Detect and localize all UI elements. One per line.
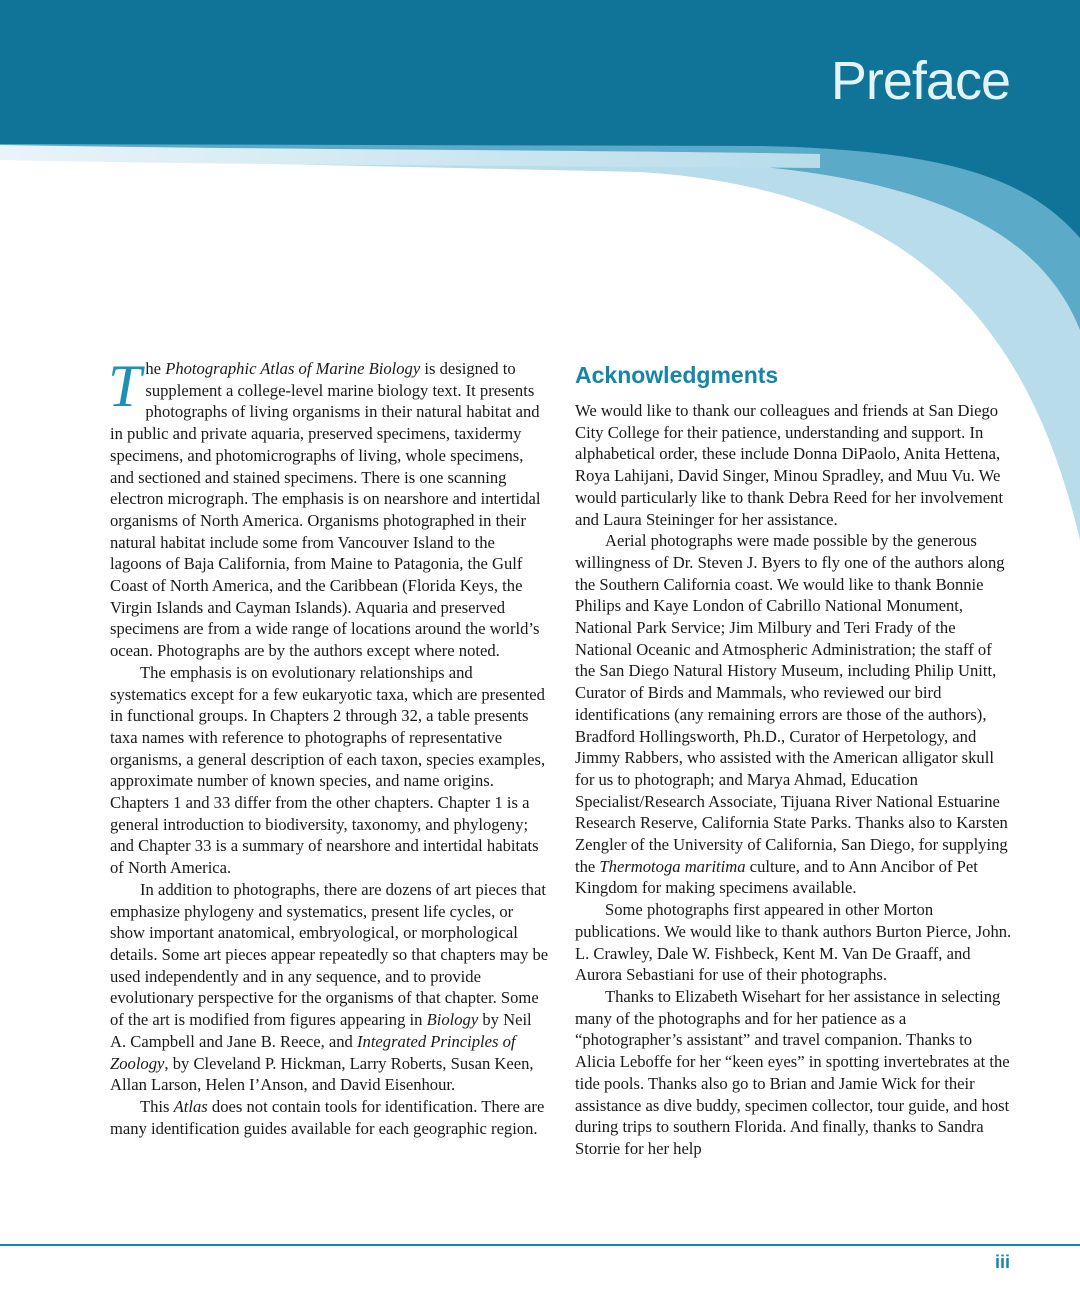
- intro-paragraph-1: The Photographic Atlas of Marine Biology is designed to supplement a college-level marine biology text. It presents photographs of living organisms in their natural habitat and in public and private aquaria, preserved specimens, taxidermy specimens, and photomicrographs of living, whole specimens, and sectioned and stained specimens. There is one scanning electron micrograph. The emphasis is on nearshore and intertidal organisms of North America. Organisms photographed in their natural habitat include some from Vancouver Island to the lagoons of Baja California, from Maine to Patagonia, the Gulf Coast of North America, and the Caribbean (Florida Keys, the Virgin Islands and Cayman Islands). Aquaria and preserved specimens are from a wide range of locations around the world’s ocean. Photographs are by the authors except where noted.: [108, 353, 541, 661]
- ack-paragraph-2: Aerial photographs were made possible by the generous willingness of Dr. Steven J. Byers to fly one of the authors along the Southern California coast. We would like to thank Bonnie Philips and Kaye London of Cabrillo National Monument, National Park Service; Jim Milbury and Teri Frady of the National Oceanic and Atmospheric Administration; the staff of the San Diego Natural History Museum, including Philip Unitt, Curator of Birds and Mammals, who reviewed our bird identifications (any remaining errors are those of the authors), Bradford Hollingsworth, Ph.D., Curator of Herpetology, and Jimmy Rabbers, who assisted with the American alligator skull for us to photograph; and Marya Ahmad, Education Specialist/Research Associate, Tijuana River National Estuarine Research Reserve, California State Parks. Thanks also to Karsten Zengler of the University of California, San Diego, for supplying the Thermotoga maritima culture, and to Ann Ancibor of Pet Kingdom for making specimens available.: [575, 531, 1008, 898]
- ack-paragraph-1: We would like to thank our colleagues and friends at San Diego City College for their patience, understanding and support. In alphabetical order, these include Donna DiPaolo, Anita Hettena, Roya Lahijani, David Singer, Minou Spradley, and Muu Vu. We would particularly like to thank Debra Reed for her involvement and Laura Steininger for her assistance.: [575, 401, 1004, 529]
- footer-rule: [0, 1244, 1080, 1246]
- intro-column: [108, 353, 550, 1139]
- drop-cap: T: [108, 353, 142, 419]
- book-title: Photographic Atlas of Marine Biology: [165, 359, 421, 378]
- acknowledgments-column: [575, 360, 1015, 1160]
- ack-paragraph-4: Thanks to Elizabeth Wisehart for her assistance in selecting many of the photographs and for her patience as a “photographer’s assistant” and travel companion. Thanks to Alicia Leboffe for her “keen eyes” in spotting invertebrates at the tide pools. Thanks also go to Brian and Jamie Wick for their assistance as dive buddy, specimen collector, tour guide, and host during trips to southern Florida. And finally, thanks to Sandra Storrie for her help: [575, 986, 1010, 1158]
- acknowledgments-heading: Acknowledgments: [575, 362, 779, 388]
- intro-paragraph-3: In addition to photographs, there are dozens of art pieces that emphasize phylogeny and systematics, present life cycles, or show important anatomical, embryological, or morphological details. Some art pieces appear repeatedly so that chapters may be used independently and in any sequence, and to provide evolutionary perspective for the organisms of that chapter. Some of the art is modified from figures appearing in Biology by Neil A. Campbell and Jane B. Reece, and Integrated Principles of Zoology, by Cleveland P. Hickman, Larry Roberts, Susan Keen, Allan Larson, Helen I’Anson, and David Eisenhour.: [110, 879, 549, 1095]
- page-title: Preface: [830, 51, 1010, 111]
- intro-paragraph-4: This Atlas does not contain tools for identification. There are many identification guides available for each geographic region.: [110, 1096, 545, 1138]
- ack-paragraph-3: Some photographs first appeared in other Morton publications. We would like to thank authors Burton Pierce, John. L. Crawley, Dale W. Fishbeck, Kent M. Van De Graaff, and Aurora Sebastiani for use of their photographs.: [575, 900, 1012, 985]
- intro-paragraph-2: The emphasis is on evolutionary relationships and systematics except for a few eukaryotic taxa, which are presented in functional groups. In Chapters 2 through 32, a table presents taxa names with reference to photographs of representative organisms, a general description of each taxon, species examples, approximate number of known species, and name origins. Chapters 1 and 33 differ from the other chapters. Chapter 1 is a general introduction to biodiversity, taxonomy, and phylogeny; and Chapter 33 is a summary of nearshore and intertidal habitats of North America.: [110, 662, 546, 878]
- page-number: iii: [994, 1252, 1010, 1272]
